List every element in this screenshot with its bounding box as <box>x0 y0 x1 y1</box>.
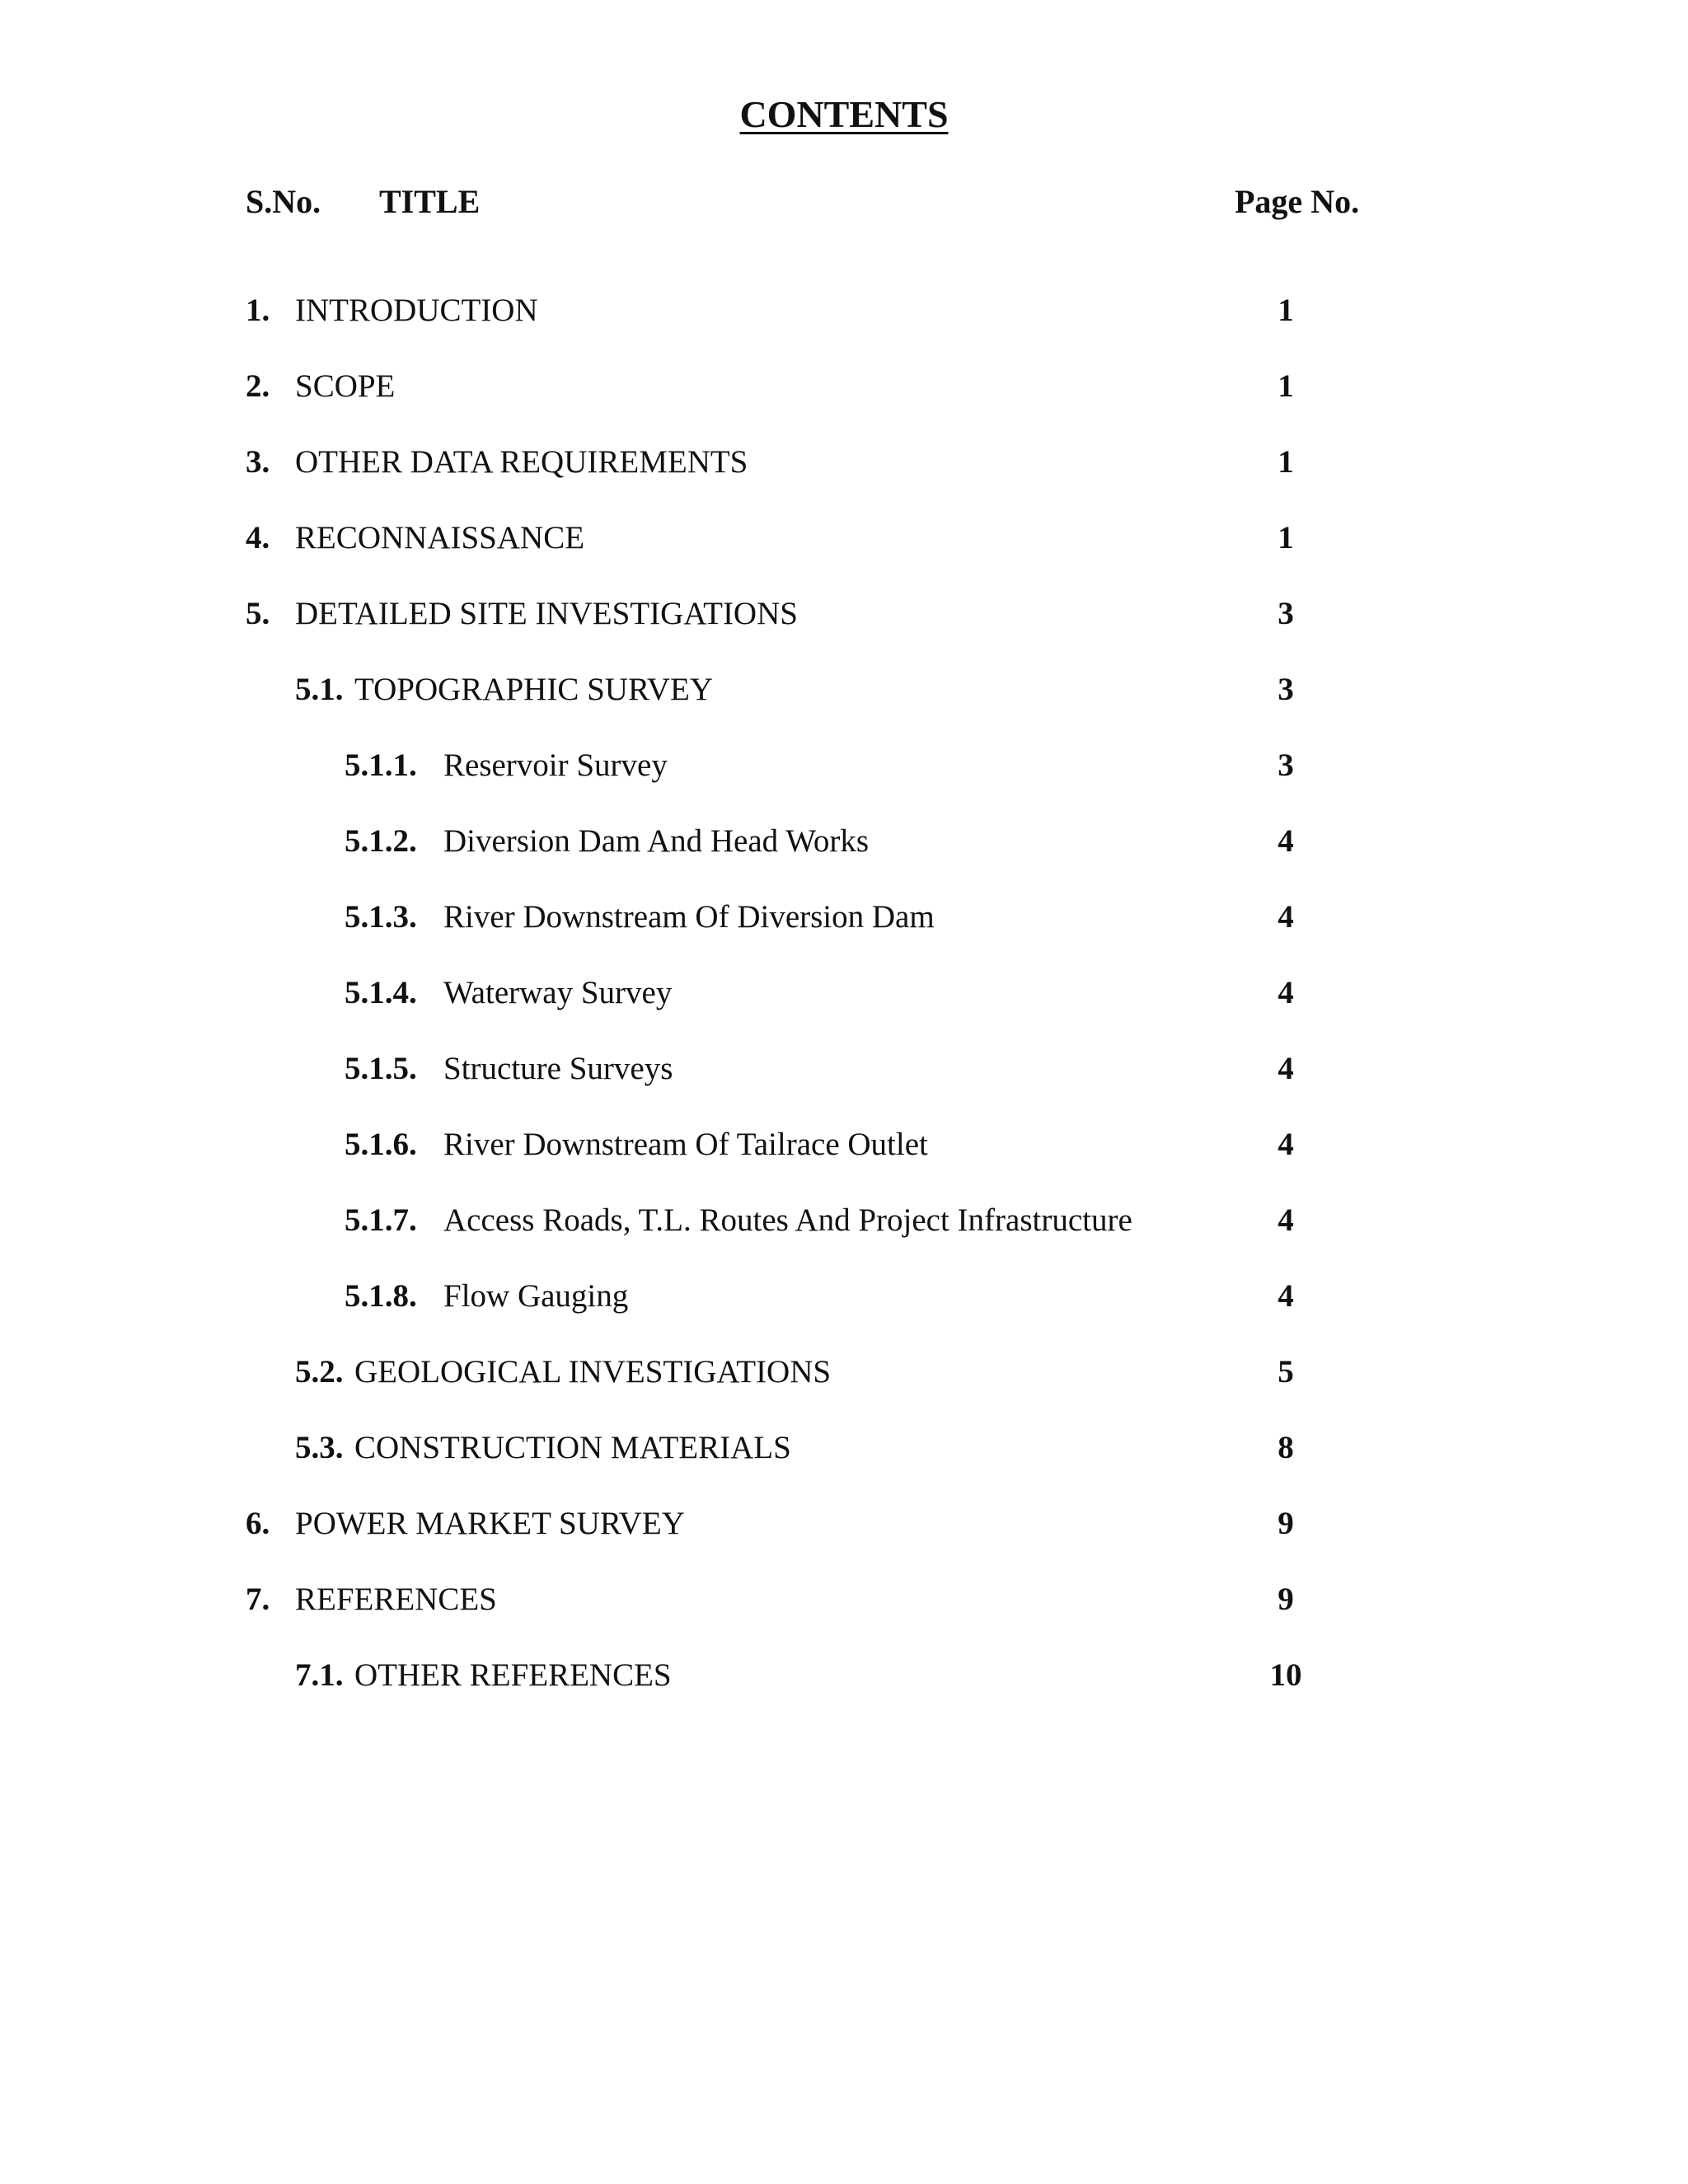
toc-entry-number: 5.1.3. <box>345 899 417 935</box>
toc-entry[interactable] <box>0 362 1688 411</box>
toc-entry-number: 5.1. <box>295 672 344 707</box>
toc-entry[interactable] <box>0 741 1688 790</box>
toc-entry-number: 5.3. <box>295 1430 344 1465</box>
toc-entry[interactable] <box>0 893 1688 942</box>
toc-entry-title: OTHER DATA REQUIREMENTS <box>295 444 748 480</box>
toc-entry[interactable] <box>0 1423 1688 1473</box>
toc-entry-title: TOPOGRAPHIC SURVEY <box>354 672 713 707</box>
toc-entry-page: 3 <box>1278 596 1294 631</box>
toc-entry[interactable] <box>0 513 1688 563</box>
toc-entry-number: 1. <box>246 293 270 328</box>
toc-entry-page: 5 <box>1278 1354 1294 1390</box>
toc-entry-title: Flow Gauging <box>443 1278 629 1314</box>
toc-header <box>0 181 1688 223</box>
toc-entry-page: 3 <box>1278 672 1294 707</box>
toc-entry-number: 5. <box>246 596 270 631</box>
toc-entry[interactable] <box>0 817 1688 866</box>
toc-entry-title: Reservoir Survey <box>443 748 668 783</box>
toc-entry-title: SCOPE <box>295 368 396 404</box>
toc-entry[interactable] <box>0 1120 1688 1169</box>
toc-entry-title: Waterway Survey <box>443 975 673 1010</box>
toc-entry[interactable] <box>0 286 1688 335</box>
toc-entry-page: 1 <box>1278 293 1294 328</box>
toc-entry-page: 9 <box>1278 1582 1294 1617</box>
toc-entry[interactable] <box>0 1347 1688 1397</box>
toc-entry-number: 5.2. <box>295 1354 344 1390</box>
toc-entry-page: 4 <box>1278 975 1294 1010</box>
toc-entry[interactable] <box>0 1272 1688 1321</box>
toc-entry-page: 3 <box>1278 748 1294 783</box>
toc-entry-page: 4 <box>1278 1051 1294 1086</box>
toc-entry-page: 9 <box>1278 1506 1294 1541</box>
toc-entry[interactable] <box>0 665 1688 715</box>
toc-entry-title: CONSTRUCTION MATERIALS <box>354 1430 791 1465</box>
toc-entry-title: INTRODUCTION <box>295 293 538 328</box>
toc-entry-number: 7. <box>246 1582 270 1617</box>
toc-entry-number: 6. <box>246 1506 270 1541</box>
toc-entry-page: 1 <box>1278 368 1294 404</box>
toc-entry[interactable] <box>0 1044 1688 1094</box>
toc-entry-number: 5.1.2. <box>345 823 417 859</box>
header-page-no: Page No. <box>1235 183 1360 220</box>
header-sno: S.No. <box>246 183 321 220</box>
toc-entry-title: DETAILED SITE INVESTIGATIONS <box>295 596 798 631</box>
toc-entry-number: 5.1.4. <box>345 975 417 1010</box>
toc-entry[interactable] <box>0 1651 1688 1700</box>
page-title: CONTENTS <box>739 93 949 135</box>
toc-entry-page: 1 <box>1278 444 1294 480</box>
toc-entry-page: 4 <box>1278 823 1294 859</box>
toc-entry-page: 4 <box>1278 899 1294 935</box>
toc-entry-title: Structure Surveys <box>443 1051 673 1086</box>
toc-entry-title: River Downstream Of Diversion Dam <box>443 899 935 935</box>
toc-entry-number: 4. <box>246 520 270 555</box>
toc-entry-page: 4 <box>1278 1278 1294 1314</box>
toc-entry-title: OTHER REFERENCES <box>354 1657 672 1693</box>
toc-entry[interactable] <box>0 589 1688 639</box>
toc-entry[interactable] <box>0 438 1688 487</box>
toc-entry-title: Access Roads, T.L. Routes And Project Infrastructure <box>443 1202 1132 1238</box>
toc-entry-title: RECONNAISSANCE <box>295 520 585 555</box>
toc-entry-title: River Downstream Of Tailrace Outlet <box>443 1127 928 1162</box>
toc-entry[interactable] <box>0 1575 1688 1624</box>
toc-entry-number: 5.1.7. <box>345 1202 417 1238</box>
toc-entry-number: 5.1.5. <box>345 1051 417 1086</box>
toc-entry-number: 7.1. <box>295 1657 344 1693</box>
toc-entry-number: 2. <box>246 368 270 404</box>
toc-entry-title: GEOLOGICAL INVESTIGATIONS <box>354 1354 832 1390</box>
toc-entry-title: REFERENCES <box>295 1582 497 1617</box>
toc-entry-title: Diversion Dam And Head Works <box>443 823 870 859</box>
toc-entry-page: 10 <box>1269 1657 1302 1693</box>
toc-entry-number: 5.1.1. <box>345 748 417 783</box>
toc-entry[interactable] <box>0 1196 1688 1245</box>
toc-entry-number: 5.1.8. <box>345 1278 417 1314</box>
header-title: TITLE <box>379 183 481 220</box>
toc-entry-page: 4 <box>1278 1127 1294 1162</box>
toc-entry[interactable] <box>0 1499 1688 1549</box>
toc-entry-page: 8 <box>1278 1430 1294 1465</box>
toc-entry-number: 5.1.6. <box>345 1127 417 1162</box>
toc-entry-page: 1 <box>1278 520 1294 555</box>
toc-entry-number: 3. <box>246 444 270 480</box>
toc-entry-title: POWER MARKET SURVEY <box>295 1506 685 1541</box>
toc-entry-page: 4 <box>1278 1202 1294 1238</box>
toc-entry[interactable] <box>0 968 1688 1018</box>
